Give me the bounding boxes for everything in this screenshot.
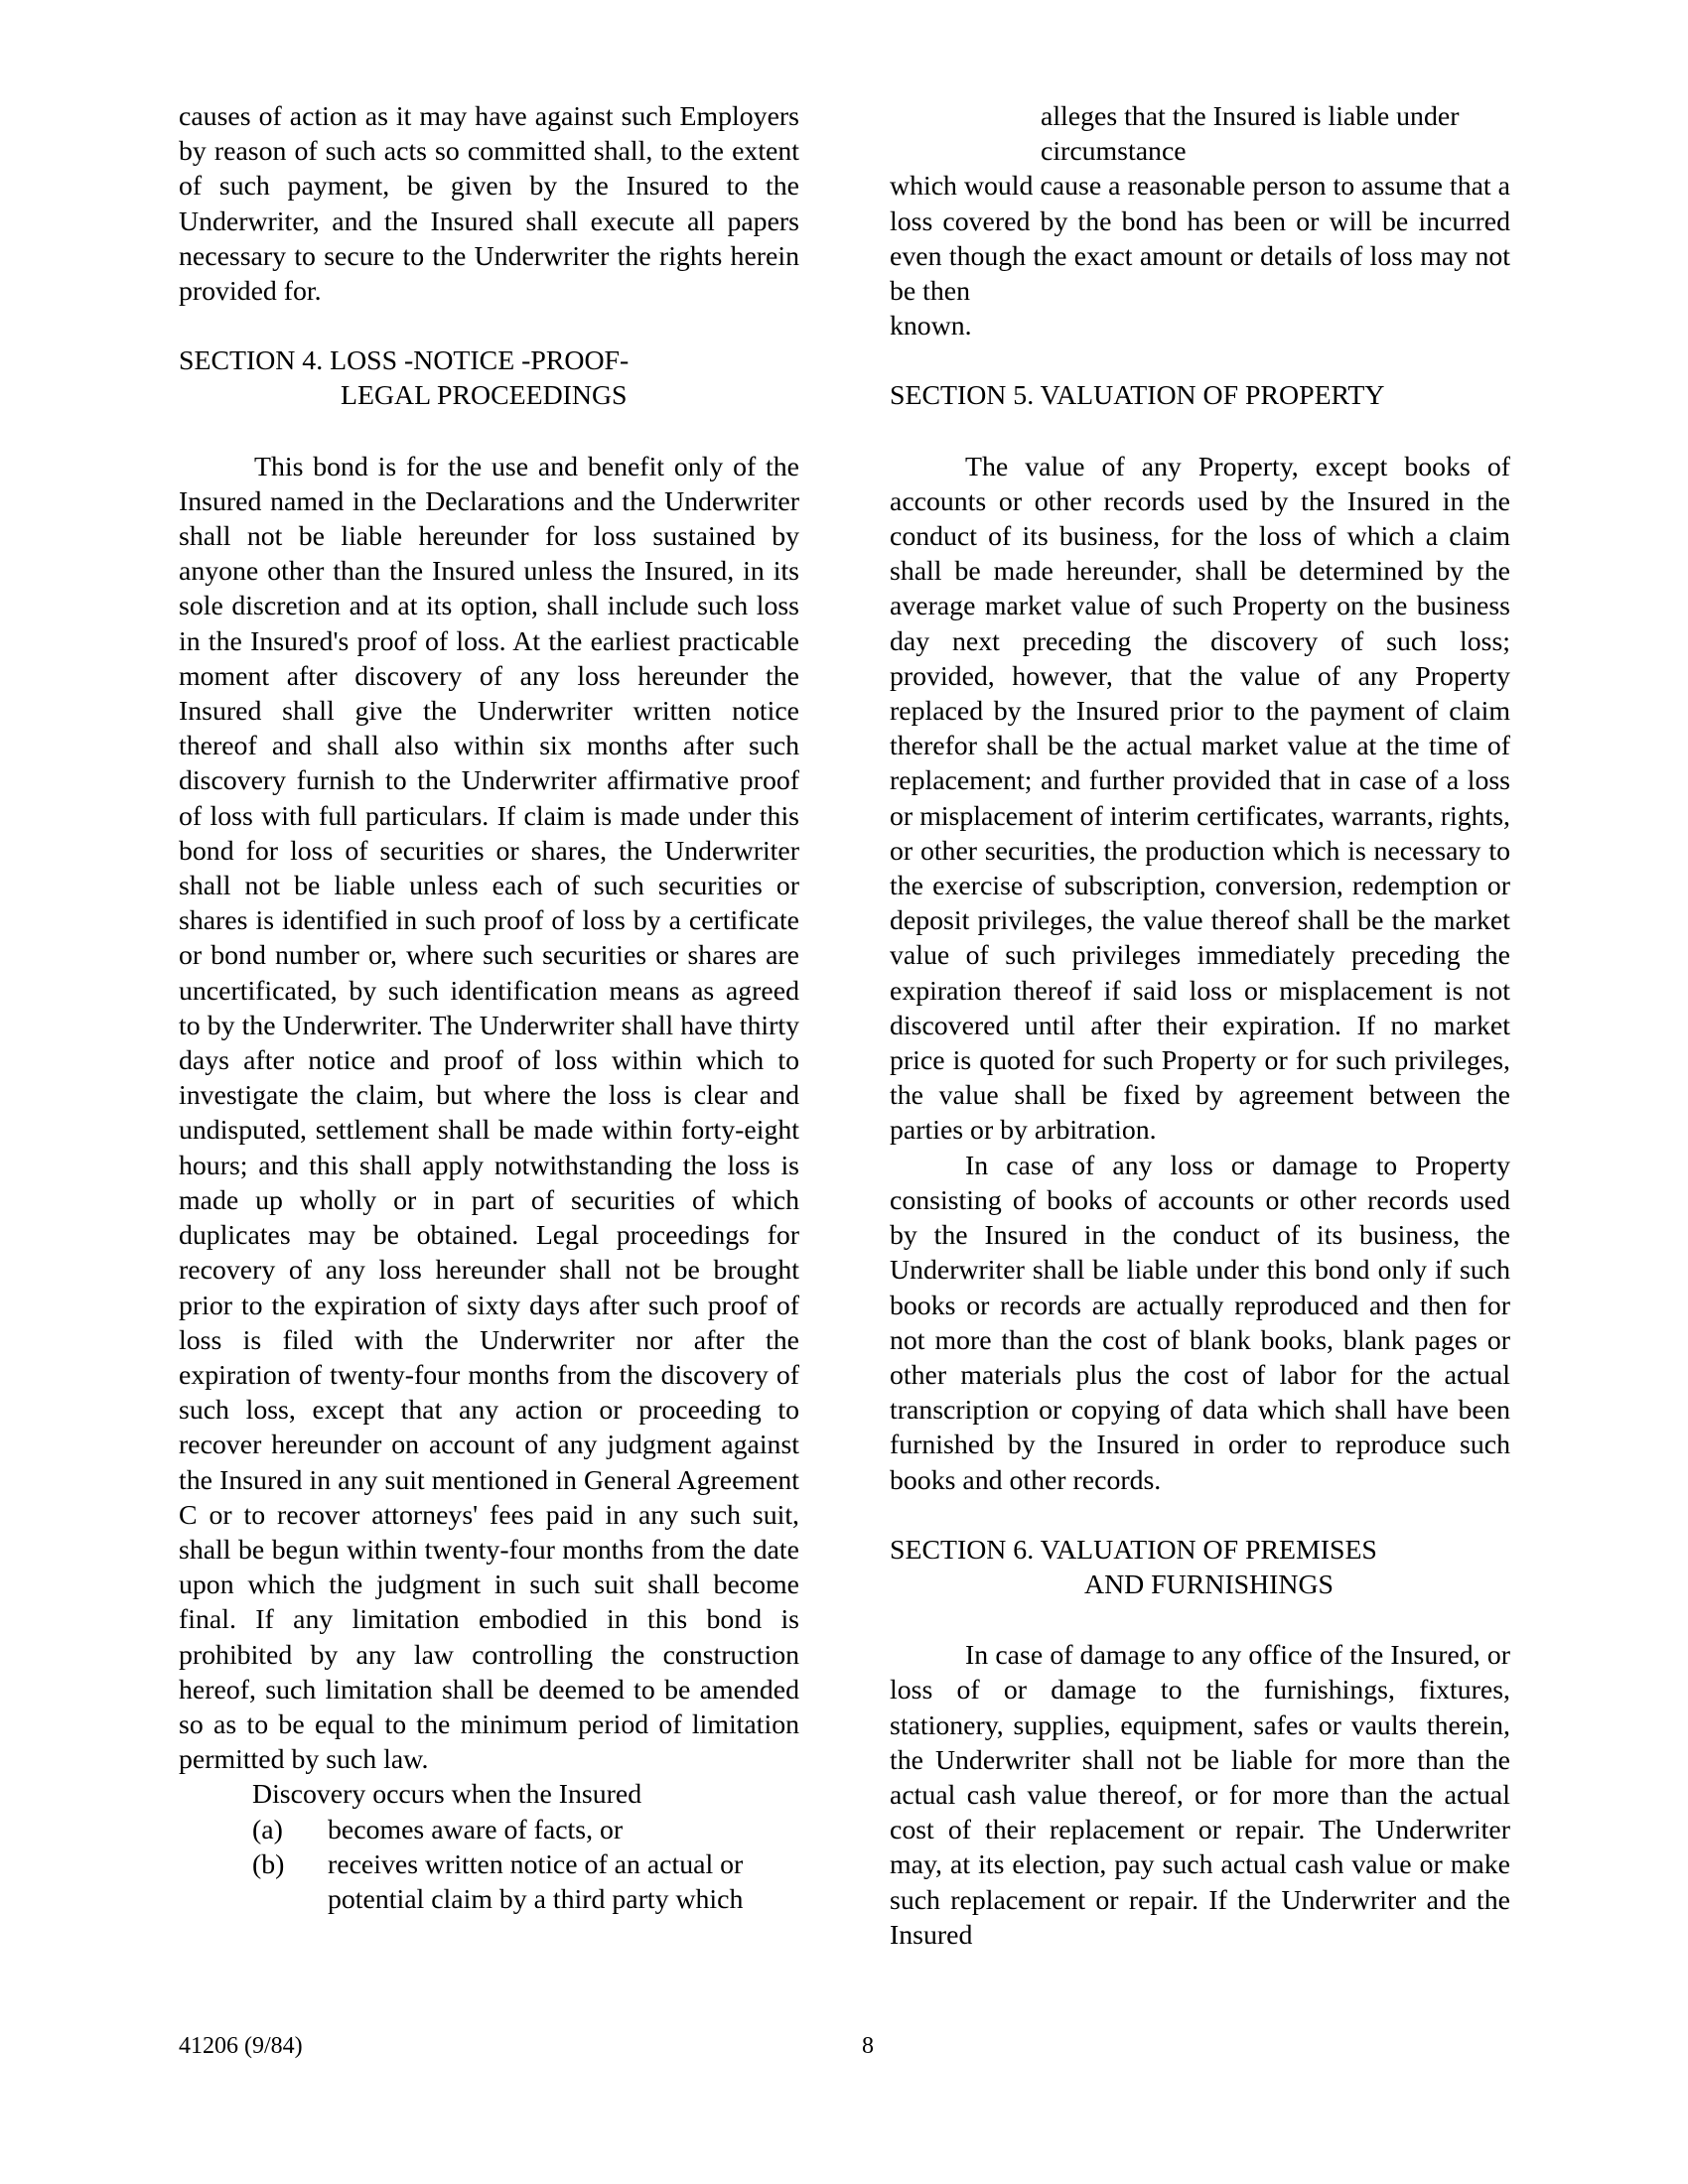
continued-paragraph-end: known. — [890, 311, 972, 342]
section-4-body: This bond is for the use and benefit only of the Insured named in the Declarations and the Underwriter shall not be liable hereunder for loss sustained by anyone other than the Insured unless the Insured, in its sole discretion and at its option, shall include such loss in the Insured's proof of loss. At the earliest practicable moment after discovery of any loss hereunder the Insured shall give the Underwriter written notice thereof and shall also within six months after such discovery furnish to the Underwriter affirmative proof of loss with full particulars. If claim is made under this bond for loss of securities or shares, the Underwriter shall not be liable unless each of such securities or shares is identified in such proof of loss by a certificate or bond number or, where such securities or shares are uncertificated, by such identification means as agreed to by the Underwriter. The Underwriter shall have thirty days after notice and proof of loss within which to investigate the claim, but where the loss is clear and undisputed, settlement shall be made within forty-eight hours; and this shall apply notwithstanding the loss is made up wholly or in part of securities of which duplicates may be obtained. Legal proceedings for recovery of any loss hereunder shall not be brought prior to the expiration of sixty days after such proof of loss is filed with the Underwriter nor after the expiration of twenty-four months from the discovery of such loss, except that any action or proceeding to recover hereunder on account of any judgment against the Insured in any suit mentioned in General Agreement C or to recover attorneys' fees paid in any such suit, shall be begun within twenty-four months from the date upon which the judgment in such suit shall become final. If any limitation embodied in this bond is prohibited by any law controlling the construction hereof, such limitation shall be deemed to be amended so as to be equal to the minimum period of limitation permitted by such law. — [179, 451, 799, 1776]
section-5-paragraph-1: The value of any Property, except books of accounts or other records used by the Insured in the conduct of its business, for the loss of which a claim shall be made hereunder, shall be determined by the average market value of such Property on the business day next preceding the discovery of such loss; provided, however, that the value of any Property replaced by the Insured prior to the payment of claim therefor shall be the actual market value at the time of replacement; and further provided that in case of a loss or misplacement of interim certificates, warrants, rights, or other securities, the production which is necessary to the exercise of subscription, conversion, redemption or deposit privileges, the value thereof shall be the market value of such privileges immediately preceding the expiration thereof if said loss or misplacement is not discovered until after their expiration. If no market price is quoted for such Property or for such privileges, the value shall be fixed by agreement between the parties or by arbitration. — [890, 451, 1510, 1147]
list-marker: (b) — [252, 1848, 285, 1880]
list-item-text: receives written notice of an actual or potential claim by a third party which — [328, 1848, 744, 1915]
continued-paragraph: causes of action as it may have against such Employers by reason of such acts so committed shall, to the extent of such payment, be given by the Insured to the Underwriter, and the Insured shall execute all papers necessary to secure to the Underwriter the rights herein provided for. — [179, 101, 799, 308]
section-4-heading-continued: LEGAL PROCEEDINGS — [341, 380, 628, 412]
section-6-heading-continued: AND FURNISHINGS — [1084, 1569, 1334, 1600]
section-6-body: In case of damage to any office of the Insured, or loss of or damage to the furnishings, fixtures, stationery, supplies, equipment, safes or vaults therein, the Underwriter shall not be liable for more than the actual cash value thereof, or for more than the actual cost of their replacement or repair. The Underwriter may, at its election, pay such actual cash value or make such replacement or repair. If the Underwriter and the Insured — [890, 1640, 1510, 1951]
discovery-intro: Discovery occurs when the Insured — [252, 1779, 642, 1811]
list-item — [252, 1847, 799, 1917]
list-marker: (a) — [252, 1814, 283, 1845]
list-item-text: becomes aware of facts, or — [328, 1814, 624, 1845]
list-item — [252, 1813, 799, 1847]
section-6-heading: SECTION 6. VALUATION OF PREMISES — [890, 1534, 1377, 1566]
section-5-heading: SECTION 5. VALUATION OF PROPERTY — [890, 380, 1385, 412]
left-column — [179, 99, 799, 1917]
section-5-paragraph-2: In case of any loss or damage to Property consisting of books of accounts or other records used by the Insured in the conduct of its business, the Underwriter shall be liable under this bond only if such books or records are actually reproduced and then for not more than the cost of blank books, blank pages or other materials plus the cost of labor for the actual transcription or copying of data which shall have been furnished by the Insured in order to reproduce such books and other records. — [890, 1150, 1510, 1496]
continued-list-text-2: circumstance — [1041, 136, 1187, 168]
continued-list-text: alleges that the Insured is liable under — [1041, 101, 1460, 132]
right-column — [890, 99, 1510, 1953]
form-number: 41206 (9/84) — [179, 2033, 303, 2059]
section-4-heading: SECTION 4. LOSS -NOTICE -PROOF- — [179, 345, 630, 377]
page-number: 8 — [862, 2033, 874, 2059]
continued-paragraph: which would cause a reasonable person to assume that a loss covered by the bond has been or will be incurred even though the exact amount or details of loss may not be then — [890, 171, 1510, 308]
